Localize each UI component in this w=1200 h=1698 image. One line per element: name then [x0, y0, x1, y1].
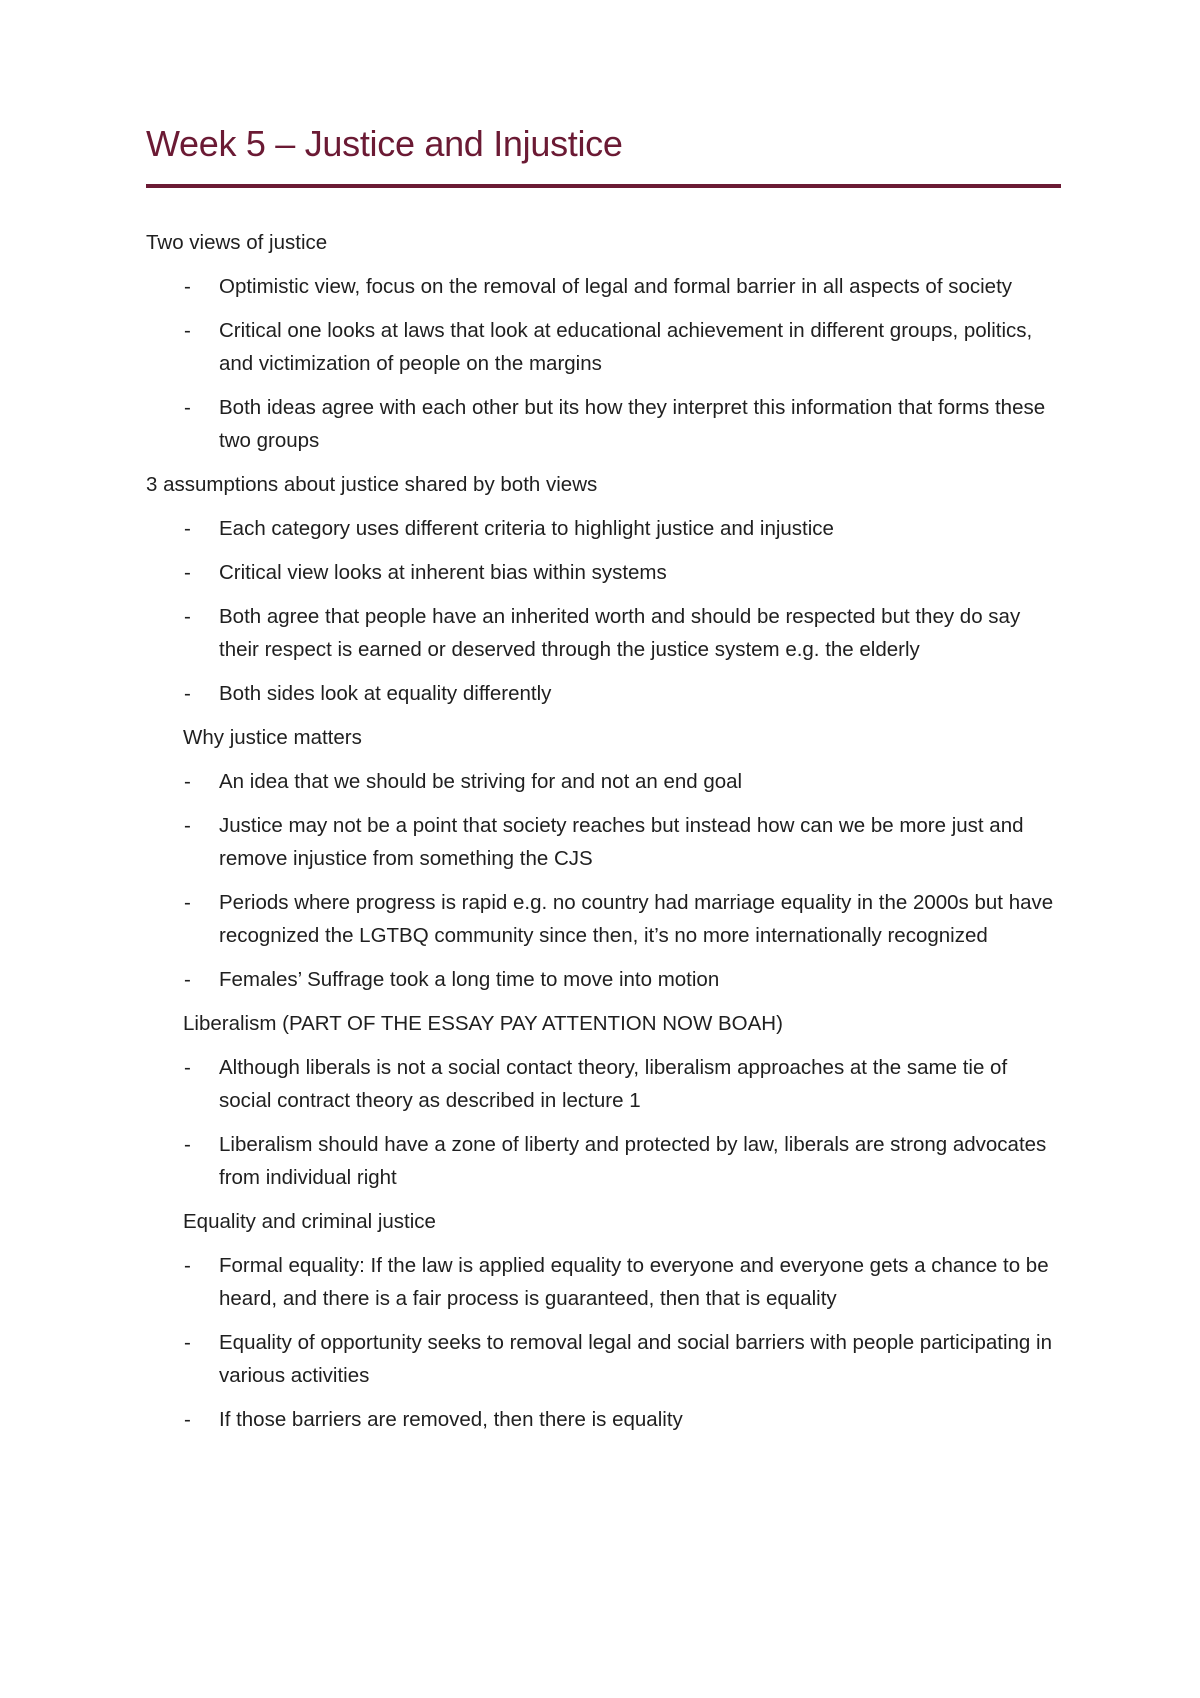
dash-bullet-icon: - — [184, 396, 191, 419]
list-item-text: Formal equality: If the law is applied equality to everyone and everyone gets a chance to be heard, and there is a fair process is guaranteed, then that is equality — [219, 1254, 1049, 1310]
dash-bullet-icon: - — [184, 1133, 191, 1156]
bullet-list — [146, 765, 1061, 996]
list-item — [146, 1128, 1061, 1194]
list-item-text: Periods where progress is rapid e.g. no country had marriage equality in the 2000s but have recognized the LGTBQ community since then, it’s no more internationally recognized — [219, 891, 1054, 947]
dash-bullet-icon: - — [184, 770, 191, 793]
dash-bullet-icon: - — [184, 319, 191, 342]
section-heading: Two views of justice — [146, 231, 328, 254]
list-item-text: Justice may not be a point that society reaches but instead how can we be more just and remove injustice from something the CJS — [219, 814, 1024, 870]
list-item-text: Optimistic view, focus on the removal of legal and formal barrier in all aspects of society — [219, 275, 1013, 298]
list-item-text: Liberalism should have a zone of liberty and protected by law, liberals are strong advocates from individual right — [219, 1133, 1047, 1189]
list-item — [146, 600, 1061, 666]
list-item — [146, 1051, 1061, 1117]
bullet-list — [146, 1051, 1061, 1194]
section-heading: Liberalism (PART OF THE ESSAY PAY ATTENTION NOW BOAH) — [183, 1012, 783, 1035]
list-item-text: Although liberals is not a social contact theory, liberalism approaches at the same tie of social contract theory as described in lecture 1 — [219, 1056, 1008, 1112]
list-item-text: Equality of opportunity seeks to removal legal and social barriers with people participating in various activities — [219, 1331, 1052, 1387]
dash-bullet-icon: - — [184, 1254, 191, 1277]
list-item — [146, 270, 1061, 303]
list-item-text: Critical view looks at inherent bias within systems — [219, 561, 667, 584]
list-item — [146, 677, 1061, 710]
document-body — [146, 226, 1061, 1436]
list-item-text: Both agree that people have an inherited worth and should be respected but they do say their respect is earned or deserved through the justice system e.g. the elderly — [219, 605, 1021, 661]
list-item — [146, 1403, 1061, 1436]
section-heading: 3 assumptions about justice shared by both views — [146, 473, 598, 496]
list-item — [146, 556, 1061, 589]
dash-bullet-icon: - — [184, 275, 191, 298]
document-page — [146, 116, 1061, 1447]
bullet-list — [146, 1249, 1061, 1436]
list-item — [146, 1326, 1061, 1392]
list-item — [146, 314, 1061, 380]
dash-bullet-icon: - — [184, 814, 191, 837]
dash-bullet-icon: - — [184, 1056, 191, 1079]
dash-bullet-icon: - — [184, 1331, 191, 1354]
list-item — [146, 886, 1061, 952]
section-heading: Why justice matters — [183, 726, 362, 749]
dash-bullet-icon: - — [184, 682, 191, 705]
section-heading: Equality and criminal justice — [183, 1210, 436, 1233]
list-item-text: Both ideas agree with each other but its how they interpret this information that forms these two groups — [219, 396, 1046, 452]
dash-bullet-icon: - — [184, 605, 191, 628]
document-title: Week 5 – Justice and Injustice — [146, 123, 623, 164]
title-divider — [146, 184, 1061, 188]
dash-bullet-icon: - — [184, 968, 191, 991]
dash-bullet-icon: - — [184, 891, 191, 914]
list-item-text: Females’ Suffrage took a long time to move into motion — [219, 968, 720, 991]
list-item — [146, 391, 1061, 457]
dash-bullet-icon: - — [184, 561, 191, 584]
dash-bullet-icon: - — [184, 517, 191, 540]
list-item — [146, 809, 1061, 875]
list-item — [146, 512, 1061, 545]
list-item — [146, 1249, 1061, 1315]
list-item-text: Each category uses different criteria to highlight justice and injustice — [219, 517, 834, 540]
list-item — [146, 963, 1061, 996]
list-item-text: An idea that we should be striving for and not an end goal — [219, 770, 743, 793]
list-item — [146, 765, 1061, 798]
bullet-list — [146, 270, 1061, 457]
list-item-text: If those barriers are removed, then there is equality — [219, 1408, 683, 1431]
bullet-list — [146, 512, 1061, 710]
list-item-text: Both sides look at equality differently — [219, 682, 552, 705]
dash-bullet-icon: - — [184, 1408, 191, 1431]
list-item-text: Critical one looks at laws that look at educational achievement in different groups, politics, and victimization of people on the margins — [219, 319, 1033, 375]
